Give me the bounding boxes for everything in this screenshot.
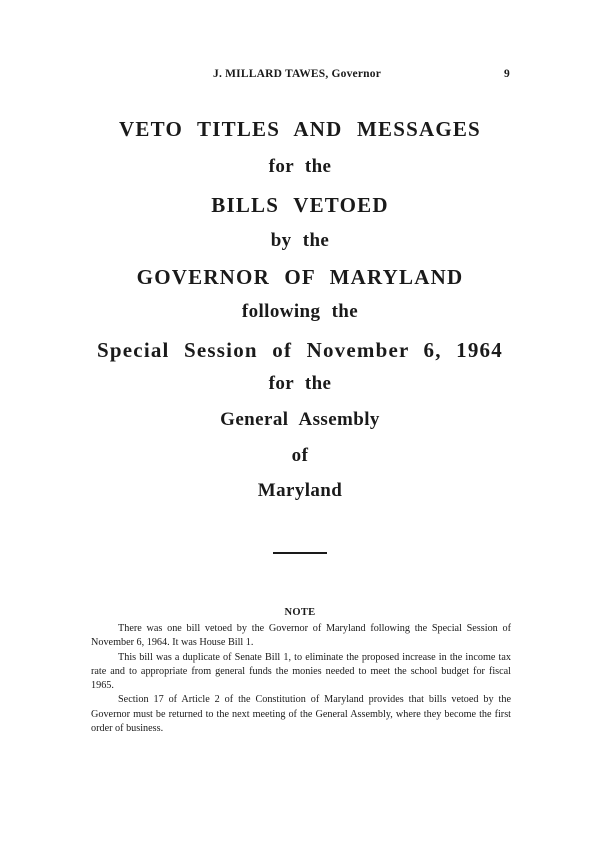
title-of: of — [291, 445, 309, 466]
title-veto-titles-and-messages: VETO TITLES AND MESSAGES — [119, 117, 481, 141]
title-following-the: following the — [241, 301, 359, 322]
divider-rule — [273, 552, 327, 554]
note-heading: NOTE — [284, 607, 316, 618]
title-by-the: by the — [270, 230, 330, 251]
title-for-the: for the — [268, 156, 332, 177]
page-number: 9 — [504, 68, 510, 80]
running-head — [0, 68, 600, 84]
title-governor-of-maryland: GOVERNOR OF MARYLAND — [136, 265, 464, 289]
note-paragraph: This bill was a duplicate of Senate Bill 1, to eliminate the proposed increase in the income tax rate and to appropriate from general funds the monies needed to meet the school budget for fiscal 1965. — [91, 651, 511, 692]
running-title: J. MILLARD TAWES, Governor — [213, 68, 382, 80]
title-maryland: Maryland — [257, 480, 343, 501]
title-for-the-2: for the — [268, 373, 332, 394]
note-body — [91, 622, 511, 736]
title-general-assembly: General Assembly — [220, 409, 380, 430]
title-special-session: Special Session of November 6, 1964 — [97, 338, 503, 362]
title-bills-vetoed: BILLS VETOED — [211, 193, 389, 217]
note-paragraph: There was one bill vetoed by the Governor of Maryland following the Special Session of November 6, 1964. It was House Bill 1. — [91, 623, 511, 649]
note-paragraph: Section 17 of Article 2 of the Constitution of Maryland provides that bills vetoed by the Governor must be returned to the next meeting of the General Assembly, where they become the first order of business. — [91, 694, 511, 735]
